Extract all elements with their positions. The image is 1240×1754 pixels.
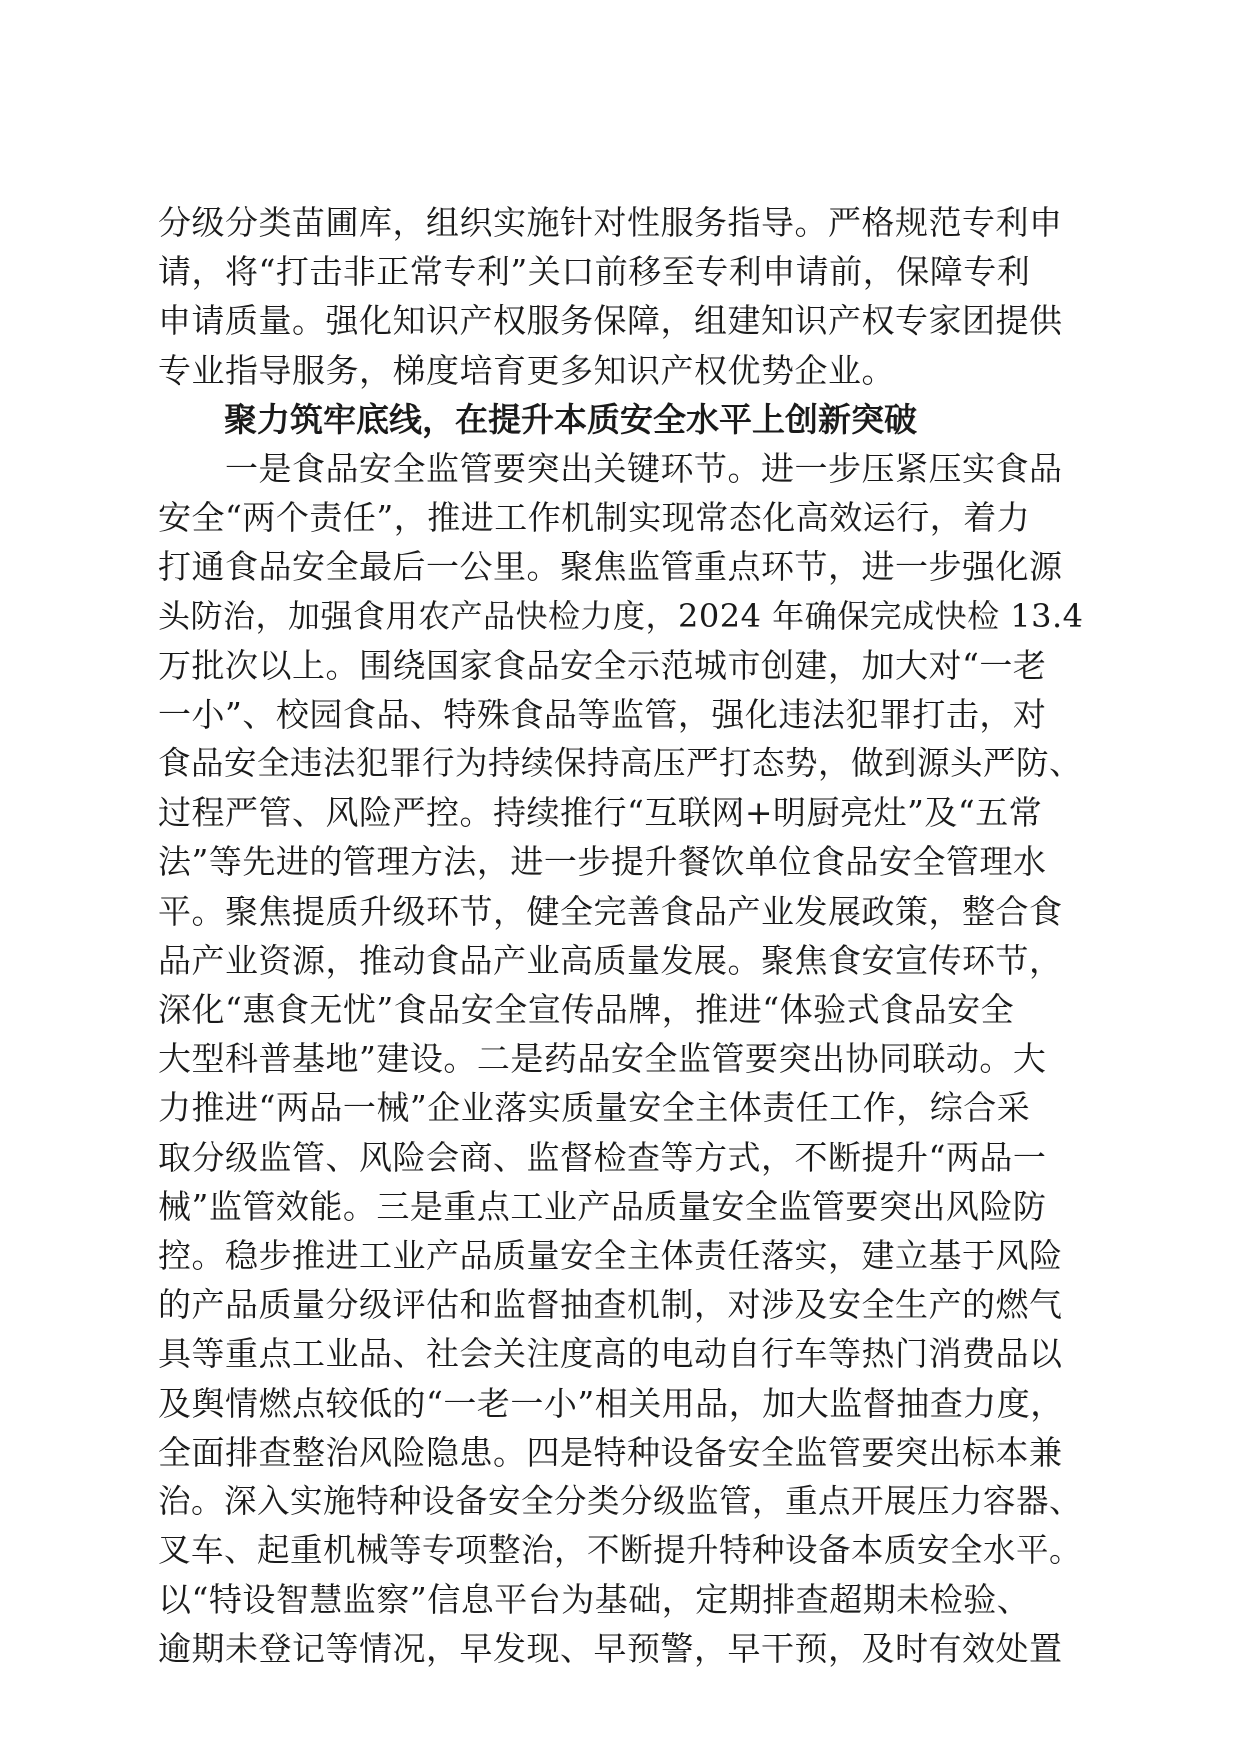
text-line: 逾期未登记等情况，早发现、早预警，早干预，及时有效处置 [158, 1629, 1063, 1669]
text-line: 过程严管、风险严控。持续推行“互联网+明厨亮灶”及“五常 [158, 793, 1043, 833]
section-heading: 聚力筑牢底线，在提升本质安全水平上创新突破 [158, 399, 917, 439]
text-line: 打通食品安全最后一公里。聚焦监管重点环节，进一步强化源 [158, 547, 1063, 587]
body-text [158, 198, 1088, 1674]
text-line: 安全“两个责任”，推进工作机制实现常态化高效运行，着力 [158, 498, 1031, 538]
text-line: 分级分类苗圃库，组织实施针对性服务指导。严格规范专利申 [158, 203, 1063, 242]
text-line: 械”监管效能。三是重点工业产品质量安全监管要突出风险防 [158, 1186, 1047, 1226]
text-line: 深化“惠食无忧”食品安全宣传品牌，推进“体验式食品安全 [158, 990, 1015, 1029]
text-line: 控。稳步推进工业产品质量安全主体责任落实，建立基于风险 [158, 1235, 1063, 1275]
text-line: 具等重点工业品、社会关注度高的电动自行车等热门消费品以 [158, 1334, 1063, 1374]
text-line: 治。深入实施特种设备安全分类分级监管，重点开展压力容器、 [158, 1481, 1083, 1520]
text-line: 品产业资源，推动食品产业高质量发展。聚焦食安宣传环节， [158, 940, 1063, 980]
text-line: 申请质量。强化知识产权服务保障，组建知识产权专家团提供 [158, 301, 1063, 341]
text-line: 专业指导服务，梯度培育更多知识产权优势企业。 [158, 350, 895, 390]
text-line: 全面排查整治风险隐患。四是特种设备安全监管要突出标本兼 [158, 1432, 1063, 1472]
text-line: 取分级监管、风险会商、监督检查等方式，不断提升“两品一 [158, 1137, 1047, 1177]
text-line: 食品安全违法犯罪行为持续保持高压严打态势，做到源头严防、 [158, 744, 1083, 783]
text-line: 头防治，加强食用农产品快检力度，2024 年确保完成快检 13.4 [158, 596, 1084, 635]
text-line: 大型科普基地”建设。二是药品安全监管要突出协同联动。大 [158, 1039, 1047, 1079]
text-line: 请，将“打击非正常专利”关口前移至专利申请前，保障专利 [158, 252, 1031, 292]
text-line: 法”等先进的管理方法，进一步提升餐饮单位食品安全管理水 [158, 842, 1047, 882]
text-line: 一小”、校园食品、特殊食品等监管，强化违法犯罪打击，对 [158, 694, 1047, 734]
text-line: 力推进“两品一械”企业落实质量安全主体责任工作，综合采 [158, 1088, 1031, 1128]
text-line: 万批次以上。围绕国家食品安全示范城市创建，加大对“一老 [158, 645, 1047, 685]
text-line: 一是食品安全监管要突出关键环节。进一步压紧压实食品 [158, 448, 1063, 488]
text-line: 以“特设智慧监察”信息平台为基础，定期排查超期未检验、 [158, 1580, 1031, 1620]
text-line: 的产品质量分级评估和监督抽查机制，对涉及安全生产的燃气 [158, 1285, 1063, 1325]
text-line: 平。聚焦提质升级环节，健全完善食品产业发展政策，整合食 [158, 891, 1063, 931]
text-line: 及舆情燃点较低的“一老一小”相关用品，加大监督抽查力度， [158, 1383, 1064, 1423]
text-line: 叉车、起重机械等专项整治，不断提升特种设备本质安全水平。 [158, 1531, 1083, 1570]
